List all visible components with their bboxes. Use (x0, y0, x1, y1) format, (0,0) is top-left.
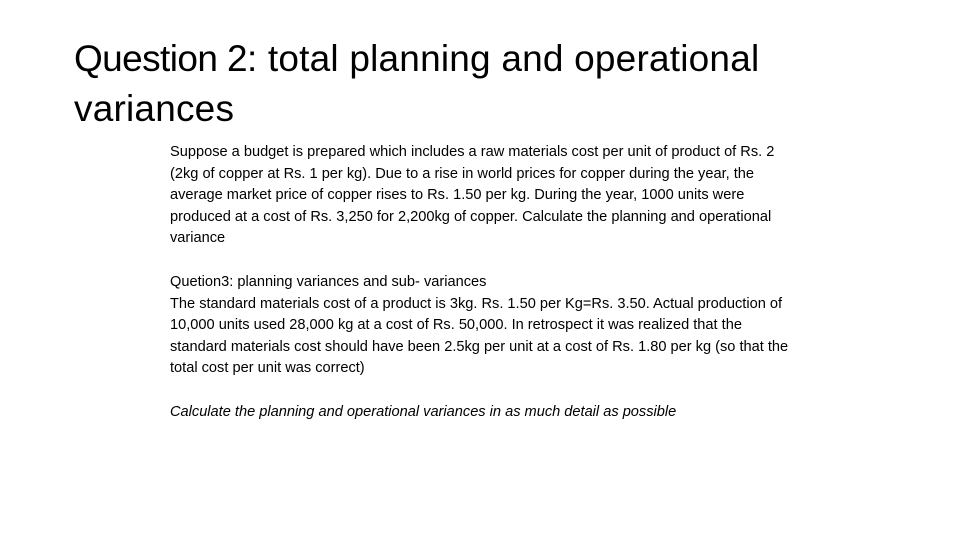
question3-heading-text: planning variances and sub- variances (233, 273, 487, 290)
question2-text: Suppose a budget is prepared which includes a raw materials cost per unit of product of Rs. 2 (2kg of copper at Rs. 1 per kg). Due to a rise in world prices for copper during the year, the average market price of copper rises to Rs. 1.50 per kg. During the year, 1000 units were produced at a cost of Rs. 3,250 for 2,200kg of copper. Calculate the planning and operational variance (170, 144, 775, 247)
paragraph-spacer (170, 380, 790, 402)
paragraph-spacer (170, 250, 790, 272)
title-text: : total planning and operational (246, 38, 760, 79)
instruction-text: Calculate the planning and operational variances in as much detail as possible (170, 403, 677, 420)
slide-title (74, 34, 894, 134)
title-question-label: Question 2 (74, 38, 247, 79)
question3-heading (170, 272, 790, 294)
question3-text: The standard materials cost of a product is 3kg. Rs. 1.50 per Kg=Rs. 3.50. Actual production of 10,000 units used 28,000 kg at a cost of Rs. 50,000. In retrospect it was realized that the standard materials cost should have been 2.5kg per unit at a cost of Rs. 1.80 per kg (so that the total cost per unit was correct) (170, 295, 789, 377)
slide-body (170, 142, 790, 424)
title-text-line2: variances (74, 88, 235, 129)
question3-label: Quetion3: (170, 273, 234, 290)
